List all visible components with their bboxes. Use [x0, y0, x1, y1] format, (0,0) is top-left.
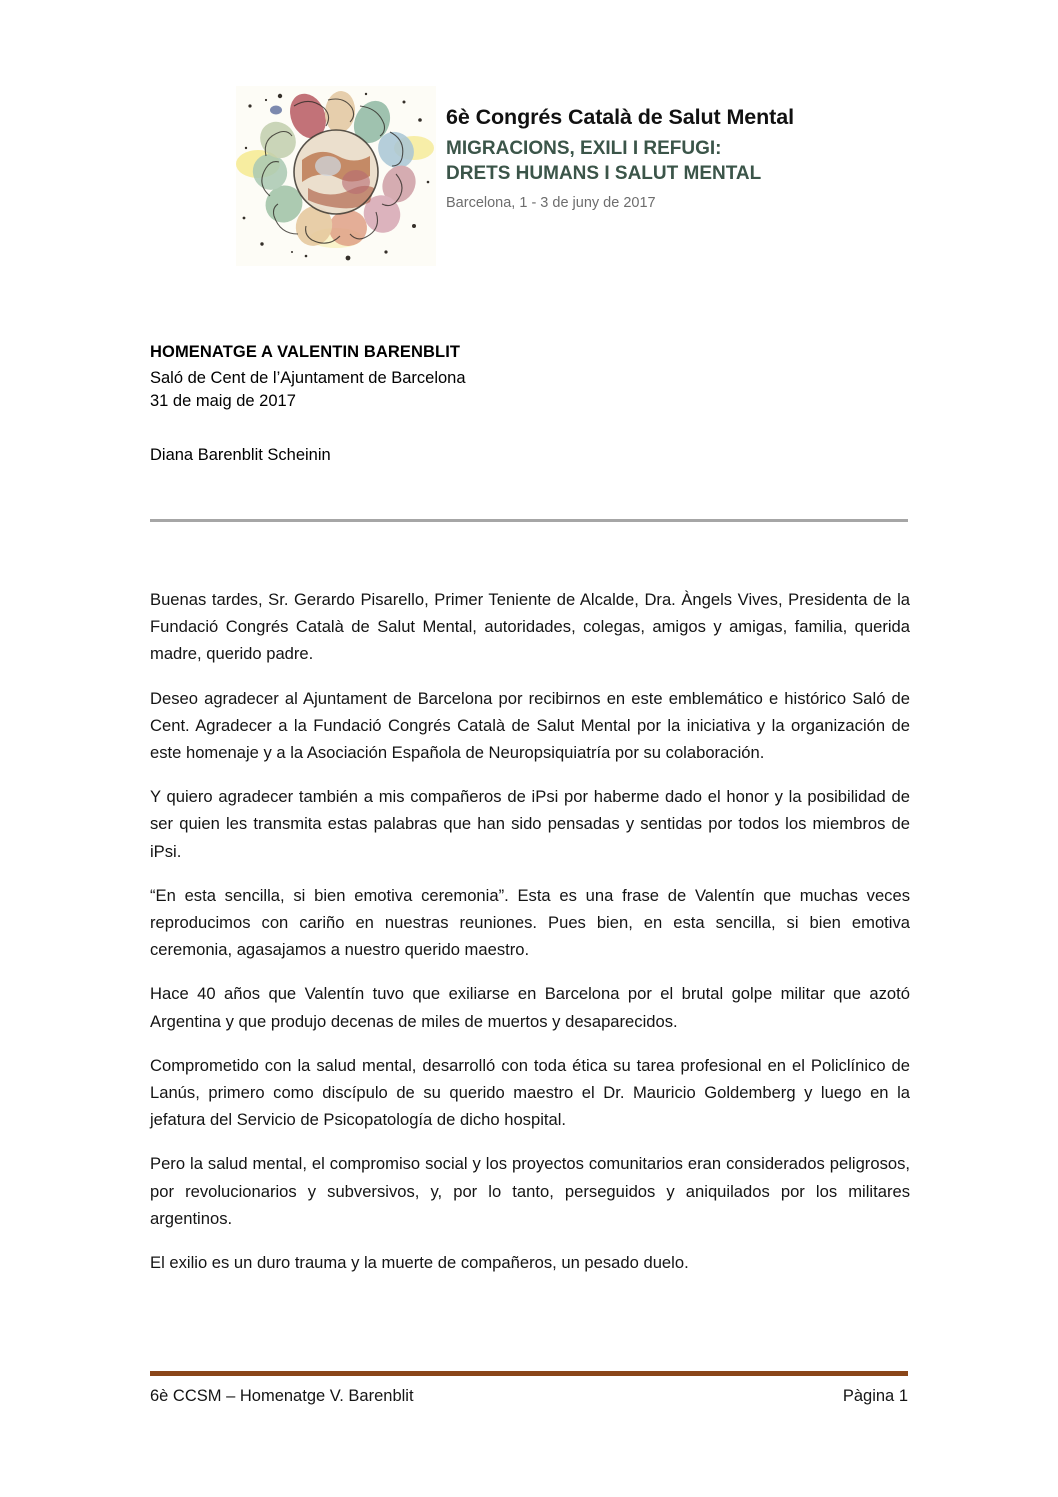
congress-subtitle-line-1: MIGRACIONS, EXILI I REFUGI: — [446, 137, 722, 159]
footer-page-number: Pàgina 1 — [842, 1387, 908, 1405]
letterhead — [236, 86, 796, 268]
body-paragraph: Comprometido con la salud mental, desarrolló con toda ética su tarea profesional en el Policlínico de Lanús, primero como discípulo de su querido maestro el Dr. Mauricio Goldemberg y luego en la jefatura del Servicio de Psicopatología de dicho hospital. — [150, 1055, 910, 1130]
footer-document-label: 6è CCSM – Homenatge V. Barenblit — [150, 1387, 414, 1405]
body-paragraph: Y quiero agradecer también a mis compañeros de iPsi por haberme dado el honor y la posibilidad de ser quien les transmita estas palabras que han sido pensadas y sentidas por todos los miembros de iPsi. — [150, 787, 910, 861]
body-paragraph: Buenas tardes, Sr. Gerardo Pisarello, Primer Teniente de Alcalde, Dra. Àngels Vives, Presidenta de la Fundació Congrés Català de Salut Mental, autoridades, colegas, amigos y amigas, familia, querida madre, querido padre. — [150, 590, 910, 664]
document-heading — [150, 344, 910, 468]
heading-divider — [150, 519, 908, 522]
body-paragraph: Deseo agradecer al Ajuntament de Barcelona por recibirnos en este emblemático e histórico Saló de Cent. Agradecer a la Fundació Congrés Català de Salut Mental por la iniciativa y la organización de este homenaje y a la Asociación Española de Neuropsiquiatría por su colaboración. — [150, 688, 910, 763]
congress-subtitle-line-2: DRETS HUMANS I SALUT MENTAL — [446, 162, 762, 184]
event-venue: Saló de Cent de l’Ajuntament de Barcelona — [150, 368, 466, 387]
footer-divider — [150, 1371, 908, 1376]
congress-title: 6è Congrés Català de Salut Mental — [446, 105, 794, 129]
letterhead-text — [436, 86, 796, 211]
document-author: Diana Barenblit Scheinin — [150, 446, 331, 465]
page-title: HOMENATGE A VALENTIN BARENBLIT — [150, 343, 461, 361]
body-paragraph: “En esta sencilla, si bien emotiva ceremonia”. Esta es una frase de Valentín que muchas veces reproducimos con cariño en nuestras reuniones. Pues bien, en esta sencilla, si bien emotiva ceremonia, agasajamos a nuestro querido maestro. — [150, 885, 910, 960]
event-date: 31 de maig de 2017 — [150, 392, 296, 411]
congress-watercolor-emblem-icon — [236, 86, 436, 266]
congress-dates: Barcelona, 1 - 3 de juny de 2017 — [446, 195, 656, 212]
document-body — [150, 586, 910, 1276]
body-paragraph: Pero la salud mental, el compromiso social y los proyectos comunitarios eran considerados peligrosos, por revolucionarios y subversivos, y, por lo tanto, perseguidos y aniquilados por los militares argentinos. — [150, 1154, 910, 1228]
body-paragraph: El exilio es un duro trauma y la muerte de compañeros, un pesado duelo. — [150, 1253, 689, 1273]
body-paragraph: Hace 40 años que Valentín tuvo que exiliarse en Barcelona por el brutal golpe militar que azotó Argentina y que produjo decenas de miles de muertos y desaparecidos. — [150, 984, 910, 1031]
page-footer — [150, 1387, 908, 1406]
